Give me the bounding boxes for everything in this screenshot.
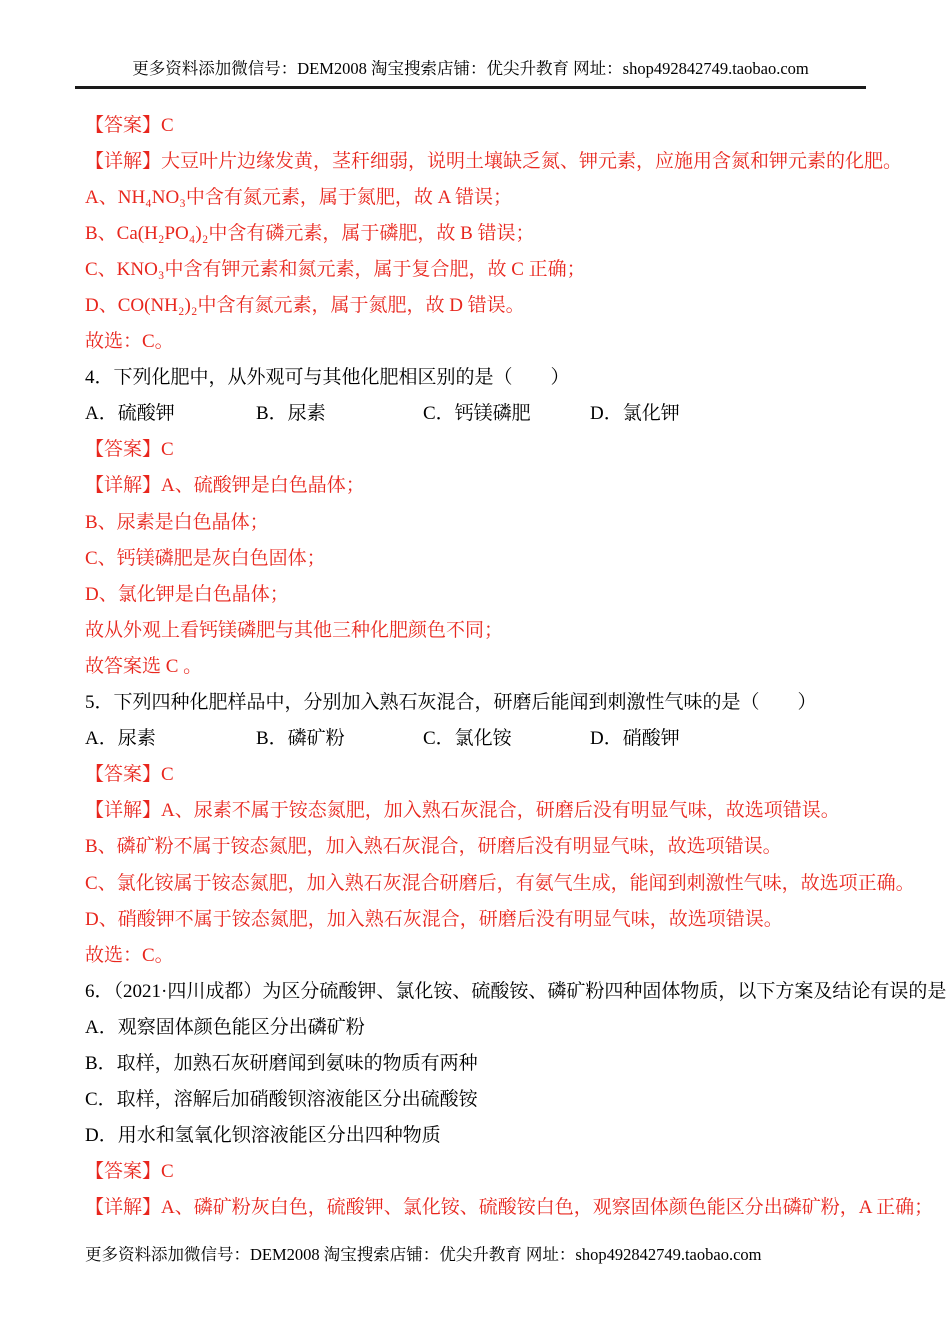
option-item: C．氯化铵 [423, 728, 512, 750]
explanation-line: D、硝酸钾不属于铵态氮肥，加入熟石灰混合，研磨后没有明显气味，故选项错误。 [85, 908, 783, 930]
explanation-line: 故选：C。 [85, 944, 174, 966]
explanation-line: B、尿素是白色晶体； [85, 511, 269, 533]
page-footer [85, 1244, 761, 1266]
content-lines [85, 105, 947, 1224]
page-header [75, 0, 866, 89]
detail-line: 【详解】A、磷矿粉灰白色，硫酸钾、氯化铵、硫酸铵白色，观察固体颜色能区分出磷矿粉，A 正确； [85, 1197, 934, 1219]
detail-line: 【详解】大豆叶片边缘发黄，茎秆细弱，说明土壤缺乏氮、钾元素，应施用含氮和钾元素的化肥。 [85, 150, 903, 172]
answer-line: 【答案】C [85, 114, 174, 136]
explanation-line: C、氯化铵属于铵态氮肥，加入熟石灰混合研磨后，有氨气生成，能闻到刺激性气味，故选项正确。 [85, 872, 915, 894]
option-item: D．硝酸钾 [590, 728, 680, 750]
explanation-line: 故答案选 C 。 [85, 655, 203, 677]
answer-line: 【答案】C [85, 1161, 174, 1183]
question-line: 5．下列四种化肥样品中，分别加入熟石灰混合，研磨后能闻到刺激性气味的是（ ） [85, 692, 817, 714]
explanation-line: B、Ca(H₂PO₄)₂中含有磷元素，属于磷肥，故 B 错误； [85, 222, 535, 244]
question-line: C．取样，溶解后加硝酸钡溶液能区分出硫酸铵 [85, 1089, 478, 1111]
detail-line: 【详解】A、硫酸钾是白色晶体； [85, 475, 365, 497]
answer-line: 【答案】C [85, 439, 174, 461]
explanation-line: C、KNO₃中含有钾元素和氮元素，属于复合肥，故 C 正确； [85, 258, 586, 280]
explanation-line: C、钙镁磷肥是灰白色固体； [85, 547, 326, 569]
question-line: A．观察固体颜色能区分出磷矿粉 [85, 1016, 365, 1038]
question-line: D．用水和氢氧化钡溶液能区分出四种物质 [85, 1125, 441, 1147]
footer-text: 更多资料添加微信号：DEM2008 淘宝搜索店铺：优尖升教育 网址：shop492842749.taobao.com [85, 1245, 762, 1264]
detail-line: 【详解】A、尿素不属于铵态氮肥，加入熟石灰混合，研磨后没有明显气味，故选项错误。 [85, 800, 840, 822]
explanation-line: 故从外观上看钙镁磷肥与其他三种化肥颜色不同； [85, 619, 504, 641]
explanation-line: A、NH₄NO₃中含有氮元素，属于氮肥，故 A 错误； [85, 186, 513, 208]
explanation-line: 故选：C。 [85, 331, 174, 353]
options-row [85, 394, 925, 430]
option-item: B．磷矿粉 [256, 728, 345, 750]
explanation-line: D、CO(NH₂)₂中含有氮元素，属于氮肥，故 D 错误。 [85, 295, 525, 317]
option-item: A．尿素 [85, 728, 156, 750]
option-item: A．硫酸钾 [85, 403, 175, 425]
question-line: 6．（2021·四川成都）为区分硫酸钾、氯化铵、硫酸铵、磷矿粉四种固体物质，以下方案及结论有误的是 [85, 980, 947, 1002]
explanation-line: D、氯化钾是白色晶体； [85, 583, 289, 605]
options-row [85, 719, 925, 755]
option-item: C．钙镁磷肥 [423, 403, 531, 425]
answer-line: 【答案】C [85, 764, 174, 786]
option-item: D．氯化钾 [590, 403, 680, 425]
question-line: B．取样，加熟石灰研磨闻到氨味的物质有两种 [85, 1052, 478, 1074]
option-item: B．尿素 [256, 403, 326, 425]
question-line: 4．下列化肥中，从外观可与其他化肥相区别的是（ ） [85, 367, 570, 389]
explanation-line: B、磷矿粉不属于铵态氮肥，加入熟石灰混合，研磨后没有明显气味，故选项错误。 [85, 836, 782, 858]
header-text: 更多资料添加微信号：DEM2008 淘宝搜索店铺：优尖升教育 网址：shop492842749.taobao.com [132, 59, 809, 78]
